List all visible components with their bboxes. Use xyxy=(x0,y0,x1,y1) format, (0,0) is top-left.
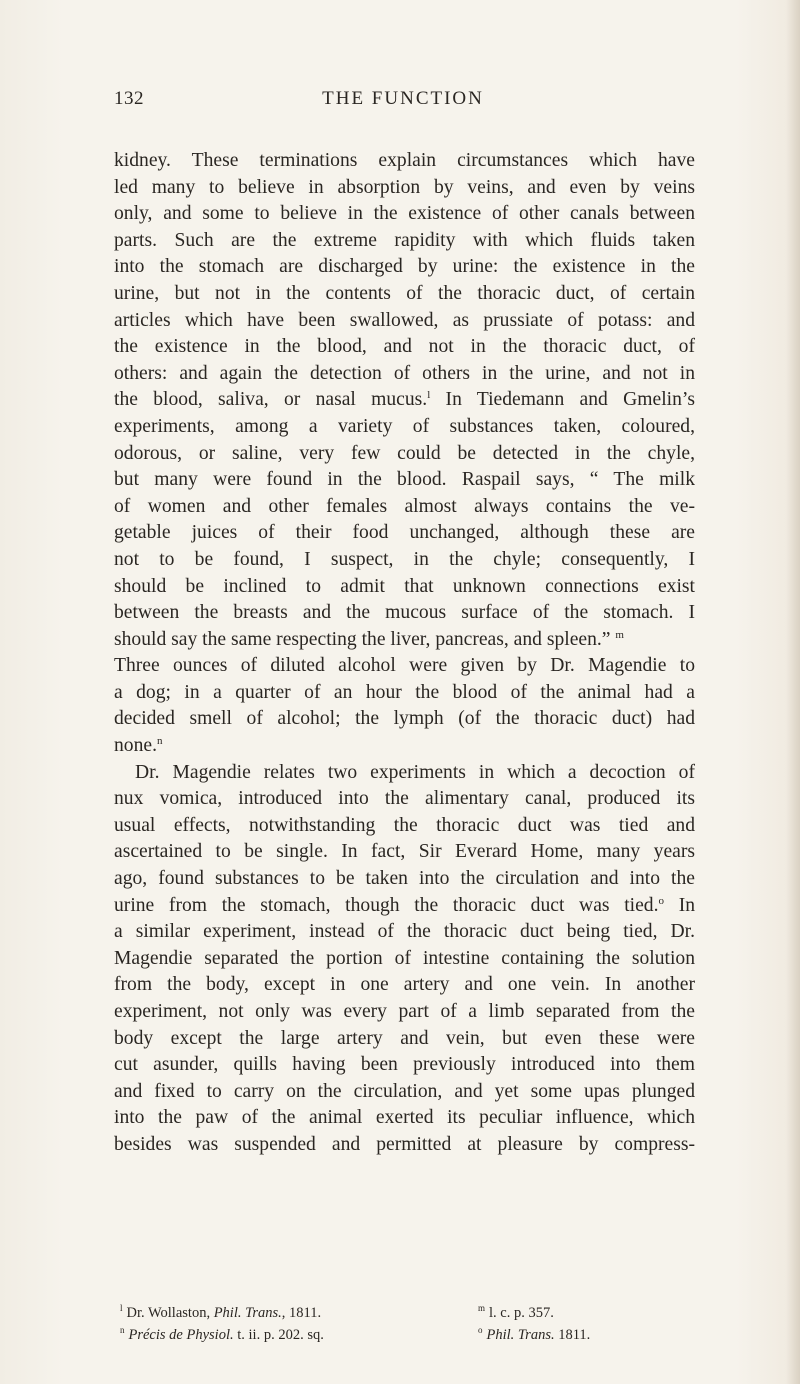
text-line: odorous, or saline, very few could be detected in the chyle, xyxy=(114,442,695,464)
text-line: others: and again the detection of others in the urine, and not in xyxy=(114,362,695,384)
text-line: the existence in the blood, and not in the thoracic duct, of xyxy=(114,336,695,358)
text-line: kidney. These terminations explain circumstances which have xyxy=(114,150,695,171)
footnote-text: , 1811. xyxy=(281,1305,322,1321)
text-line xyxy=(114,893,695,920)
text-line: between the breasts and the mucous surface of the stomach. I xyxy=(114,602,695,624)
text-line: led many to believe in absorption by veins, and even by veins xyxy=(114,176,695,198)
text-line: Magendie separated the portion of intestine containing the solution xyxy=(114,947,695,969)
text-line: articles which have been swallowed, as prussiate of potass: and xyxy=(114,309,695,331)
footnote-symbol: o xyxy=(478,1325,483,1335)
text-segment: none. xyxy=(114,735,157,757)
footnote-citation: Phil. Trans. xyxy=(486,1327,555,1343)
text-segment: the blood, saliva, or nasal mucus. xyxy=(114,389,428,411)
text-line: of women and other females almost always contains the ve- xyxy=(114,495,695,517)
text-line: not to be found, I suspect, in the chyle; consequently, I xyxy=(114,548,695,570)
text-line: should be inclined to admit that unknown connections exist xyxy=(114,575,695,597)
text-line: experiments, among a variety of substances taken, coloured, xyxy=(114,415,695,437)
text-line: a similar experiment, instead of the thoracic duct being tied, Dr. xyxy=(114,921,695,943)
footnotes xyxy=(114,1302,695,1346)
footnote-row xyxy=(114,1324,695,1346)
footnote-m xyxy=(478,1302,554,1324)
footnote-citation: Phil. Trans. xyxy=(213,1305,282,1321)
footnote-mark: l xyxy=(427,389,431,402)
text-line: nux vomica, introduced into the alimentary canal, produced its xyxy=(114,788,695,810)
body-text xyxy=(114,148,695,1159)
text-line: a dog; in a quarter of an hour the blood of the animal had a xyxy=(114,681,695,703)
footnote-mark: o xyxy=(658,894,664,907)
footnote-row xyxy=(114,1302,695,1324)
footnote-text: t. ii. p. 202. sq. xyxy=(233,1327,324,1343)
text-line: besides was suspended and permitted at pleasure by compress- xyxy=(114,1133,695,1155)
running-head xyxy=(114,88,692,118)
footnote-n xyxy=(120,1324,324,1346)
text-line: body except the large artery and vein, but even these were xyxy=(114,1027,695,1049)
text-line xyxy=(114,387,695,414)
text-line xyxy=(114,733,695,760)
footnote-symbol: m xyxy=(478,1303,486,1313)
text-line: but many were found in the blood. Raspail says, “ The milk xyxy=(114,469,695,491)
text-line: urine, but not in the contents of the thoracic duct, of certain xyxy=(114,282,695,304)
footnote-mark: n xyxy=(157,735,163,748)
text-segment: In xyxy=(678,894,695,916)
text-line: ascertained to be single. In fact, Sir Everard Home, many years xyxy=(114,841,695,863)
text-segment: urine from the stomach, though the thoracic duct was tied. xyxy=(114,894,659,916)
text-line: parts. Such are the extreme rapidity with which fluids taken xyxy=(114,229,695,251)
footnote-symbol: l xyxy=(120,1303,123,1313)
text-segment: In Tiedemann and Gmelin’s xyxy=(445,389,695,411)
footnote-text: l. c. p. 357. xyxy=(489,1305,554,1321)
text-line: usual effects, notwithstanding the thoracic duct was tied and xyxy=(114,814,695,836)
text-line: Three ounces of diluted alcohol were given by Dr. Magendie to xyxy=(114,655,695,677)
text-line: experiment, not only was every part of a limb separated from the xyxy=(114,1001,695,1022)
footnote-citation: Précis de Physiol. xyxy=(128,1327,234,1343)
footnote-o xyxy=(478,1324,590,1346)
text-line: and fixed to carry on the circulation, and yet some upas plunged xyxy=(114,1080,695,1102)
text-line: getable juices of their food unchanged, although these are xyxy=(114,522,695,544)
footnote-symbol: n xyxy=(120,1325,125,1335)
text-line: ago, found substances to be taken into the circulation and into the xyxy=(114,868,695,890)
text-line: only, and some to believe in the existence of other canals between xyxy=(114,203,695,225)
footnote-mark: m xyxy=(615,628,624,641)
footnote-l xyxy=(120,1302,321,1324)
text-line: Dr. Magendie relates two experiments in which a decoction of xyxy=(135,761,695,783)
text-line: cut asunder, quills having been previously introduced into them xyxy=(114,1054,695,1076)
running-title: THE FUNCTION xyxy=(322,88,484,109)
page-edge-shadow xyxy=(786,0,800,1384)
text-line xyxy=(114,627,695,654)
text-line: into the paw of the animal exerted its peculiar influence, which xyxy=(114,1107,695,1129)
text-segment: should say the same respecting the liver, pancreas, and spleen.” xyxy=(114,628,611,650)
text-line: into the stomach are discharged by urine: the existence in the xyxy=(114,256,695,278)
text-line: decided smell of alcohol; the lymph (of the thoracic duct) had xyxy=(114,708,695,730)
footnote-text: Dr. Wollaston, xyxy=(126,1305,211,1321)
footnote-text: 1811. xyxy=(554,1327,591,1343)
page-number: 132 xyxy=(114,88,144,109)
text-line: from the body, except in one artery and one vein. In another xyxy=(114,974,695,996)
